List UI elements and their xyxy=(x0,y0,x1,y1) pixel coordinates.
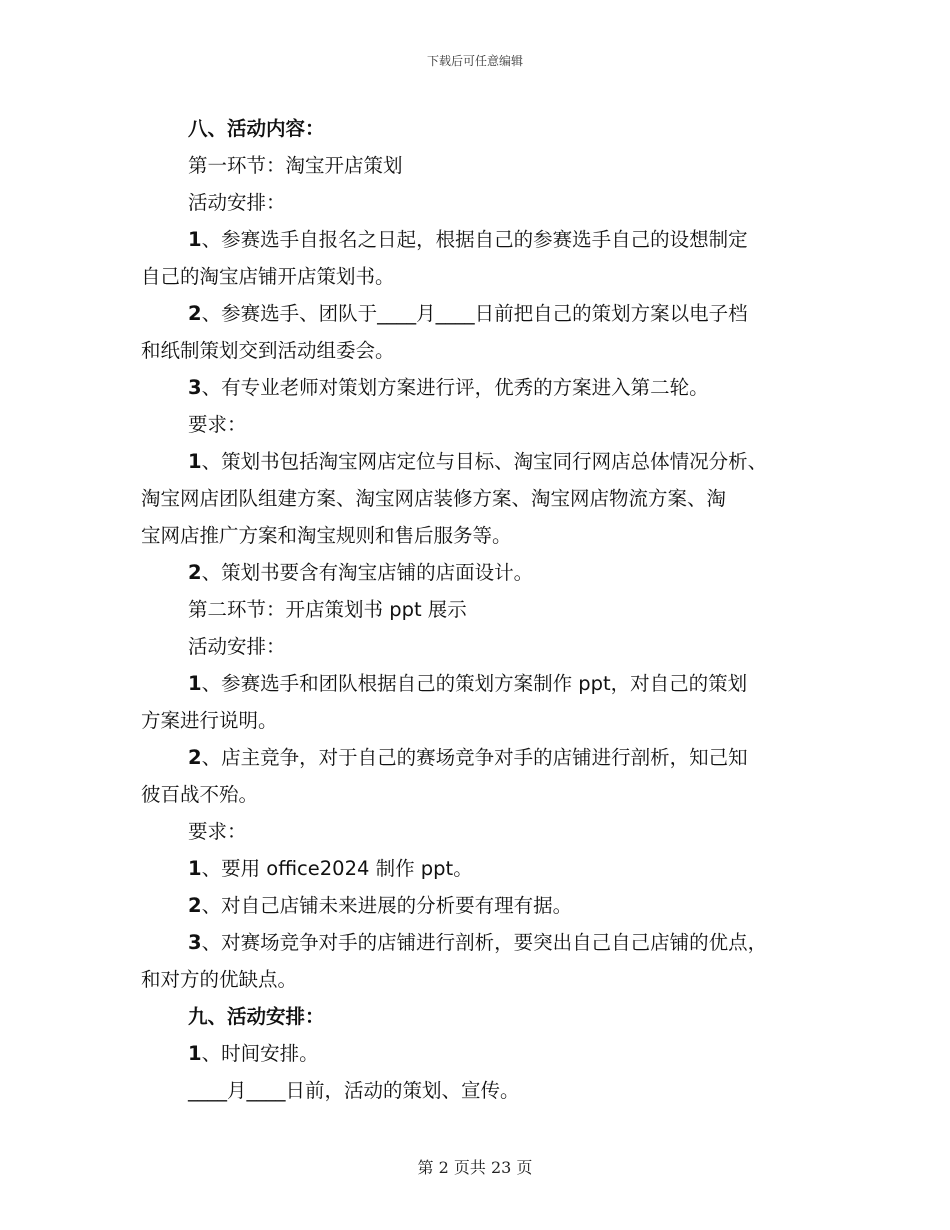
paragraph-line xyxy=(141,591,821,628)
line-text: 方案进行说明。 xyxy=(141,709,278,732)
line-text: 、策划书包括淘宝网店定位与目标、淘宝同行网店总体情况分析、 xyxy=(201,450,768,473)
line-text: 淘宝网店团队组建方案、淘宝网店装修方案、淘宝网店物流方案、淘 xyxy=(141,487,727,510)
line-text: ____月____日前，活动的策划、宣传。 xyxy=(188,1079,520,1102)
list-number: 1 xyxy=(188,450,202,473)
section-heading xyxy=(141,998,821,1035)
list-number: 2 xyxy=(188,561,202,584)
paragraph-line xyxy=(141,554,821,591)
list-number: 1 xyxy=(188,228,202,251)
paragraph-line xyxy=(141,628,821,665)
line-text: 、有专业老师对策划方案进行评，优秀的方案进入第二轮。 xyxy=(201,376,709,399)
paragraph-line xyxy=(141,1072,821,1109)
paragraph-line xyxy=(141,739,821,776)
list-number: 3 xyxy=(188,376,202,399)
line-text: 、参赛选手、团队于____月____日前把自己的策划方案以电子档 xyxy=(201,302,748,325)
list-number: 1 xyxy=(188,672,202,695)
line-text: 九、活动安排： xyxy=(188,1005,325,1028)
document-body xyxy=(141,110,821,1109)
line-text: 自己的淘宝店铺开店策划书。 xyxy=(141,265,395,288)
line-text: 和纸制策划交到活动组委会。 xyxy=(141,339,395,362)
line-text: 、时间安排。 xyxy=(201,1042,319,1065)
line-text: 八、活动内容： xyxy=(188,117,325,140)
line-text: 、对自己店铺未来进展的分析要有理有据。 xyxy=(201,894,573,917)
paragraph-line xyxy=(141,924,821,961)
page-footer: 第 2 页共 23 页 xyxy=(417,1158,533,1177)
paragraph-line xyxy=(141,776,821,813)
line-text: 宝网店推广方案和淘宝规则和售后服务等。 xyxy=(141,524,512,547)
paragraph-line xyxy=(141,332,821,369)
paragraph-line xyxy=(141,443,821,480)
paragraph-line xyxy=(141,221,821,258)
line-text: 要求： xyxy=(188,413,247,436)
line-text: 、参赛选手自报名之日起，根据自己的参赛选手自己的设想制定 xyxy=(201,228,748,251)
paragraph-line xyxy=(141,258,821,295)
paragraph-line xyxy=(141,813,821,850)
paragraph-line xyxy=(141,887,821,924)
line-text: 、策划书要含有淘宝店铺的店面设计。 xyxy=(201,561,534,584)
section-heading xyxy=(141,110,821,147)
paragraph-line xyxy=(141,517,821,554)
paragraph-line xyxy=(141,184,821,221)
paragraph-line xyxy=(141,1035,821,1072)
line-text: 、参赛选手和团队根据自己的策划方案制作 ppt，对自己的策划 xyxy=(201,672,748,695)
paragraph-line xyxy=(141,665,821,702)
line-text: 活动安排： xyxy=(188,635,286,658)
line-text: 第二环节：开店策划书 ppt 展示 xyxy=(188,598,467,621)
paragraph-line xyxy=(141,480,821,517)
list-number: 3 xyxy=(188,931,202,954)
line-text: 活动安排： xyxy=(188,191,286,214)
list-number: 1 xyxy=(188,1042,202,1065)
paragraph-line xyxy=(141,961,821,998)
line-text: 、店主竞争，对于自己的赛场竞争对手的店铺进行剖析，知己知 xyxy=(201,746,748,769)
paragraph-line xyxy=(141,369,821,406)
paragraph-line xyxy=(141,295,821,332)
paragraph-line xyxy=(141,147,821,184)
line-text: 和对方的优缺点。 xyxy=(141,968,298,991)
line-text: 彼百战不殆。 xyxy=(141,783,259,806)
paragraph-line xyxy=(141,702,821,739)
line-text: 、对赛场竞争对手的店铺进行剖析，要突出自己自己店铺的优点， xyxy=(201,931,768,954)
line-text: 要求： xyxy=(188,820,247,843)
list-number: 1 xyxy=(188,857,202,880)
page-header: 下载后可任意编辑 xyxy=(426,54,523,68)
line-text: 第一环节：淘宝开店策划 xyxy=(188,154,403,177)
list-number: 2 xyxy=(188,302,202,325)
list-number: 2 xyxy=(188,894,202,917)
line-text: 、要用 office2024 制作 ppt。 xyxy=(201,857,473,880)
paragraph-line xyxy=(141,406,821,443)
paragraph-line xyxy=(141,850,821,887)
list-number: 2 xyxy=(188,746,202,769)
